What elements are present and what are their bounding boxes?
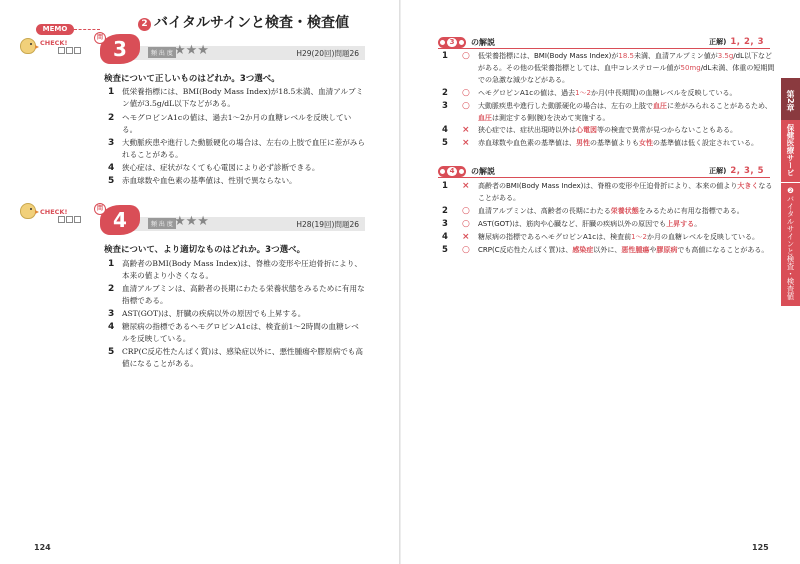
option-q3-3: 3 大動脈疾患や進行した動脈硬化の場合は、左右の上肢で血圧に差がみられることがある。: [108, 138, 365, 159]
incorrect-mark-icon: ×: [462, 138, 470, 148]
correct-mark-icon: ○: [462, 219, 470, 229]
option-q3-2: 2 ヘモグロビンA1cの値は、過去1～2か月の血糖レベルを反映している。: [108, 113, 352, 134]
correct-mark-icon: ○: [462, 88, 470, 98]
explanation-q4-4: 4 × 糖尿病の指標であるヘモグロビンA1cは、検査前1～2か月の血糖レベルを反映している。: [442, 232, 760, 242]
question-banner-3: 3 問 頻 出 度 ★★★ H29(20回)問題26: [100, 34, 365, 62]
frequency-stars: ★★★: [174, 43, 209, 58]
page-spine: [399, 0, 401, 564]
correct-answer-3: 1, 2, 3: [730, 37, 764, 47]
chapter-tab-number: 第2章: [781, 78, 800, 120]
check-boxes-q3[interactable]: [58, 47, 81, 54]
correct-mark-icon: ○: [462, 101, 470, 111]
explanation-q3-2: 2 ○ ヘモグロビンA1cの値は、過去1～2か月(中長期間)の血糖レベルを反映している。: [442, 88, 737, 98]
answer-header-3: 3 の解説 正解) 1, 2, 3: [438, 37, 770, 49]
exam-reference: H28(19回)問題26: [296, 220, 359, 229]
explanation-q4-3: 3 ○ AST(GOT)は、筋肉や心臓など、肝臓の疾病以外の原因でも上昇する。: [442, 219, 702, 229]
answer-header-4: 4 の解説 正解) 2, 3, 5: [438, 166, 770, 178]
incorrect-mark-icon: ×: [462, 232, 470, 242]
exam-reference: H29(20回)問題26: [296, 49, 359, 58]
incorrect-mark-icon: ×: [462, 181, 470, 191]
option-q4-5: 5 CRP(C反応性たんぱく質)は、感染症以外に、悪性腫瘍や膠原病でも高値になることがある。: [108, 347, 363, 368]
question-stem-4: 検査について、より適切なものはどれか。3つ選べ。: [104, 245, 306, 255]
frequency-label: 頻 出 度: [148, 218, 176, 229]
chick-mascot-icon: [20, 38, 36, 54]
correct-mark-icon: ○: [462, 245, 470, 255]
memo-dashed-line: [74, 29, 100, 30]
frequency-label: 頻 出 度: [148, 47, 176, 58]
question-stem-3: 検査について正しいものはどれか。3つ選べ。: [104, 74, 280, 84]
option-q4-2: 2 血清アルブミンは、高齢者の長期にわたる栄養状態をみるために有用な指標である。: [108, 284, 365, 305]
explanation-q3-1: 1 ○ 低栄養指標には、BMI(Body Mass Index)が18.5未満、血清アルブミン値が3.5g/dL以下などがある。その他の低栄養指標としては、血中コレステロール値が50mg/dL未満、体重の短期間での急激な減少などがある。: [442, 51, 775, 84]
frequency-stars: ★★★: [174, 214, 209, 229]
explanation-q4-1: 1 × 高齢者のBMI(Body Mass Index)は、脊椎の変形や圧迫骨折により、本来の値より大きくなることがある。: [442, 181, 773, 202]
option-q4-1: 1 高齢者のBMI(Body Mass Index)は、脊椎の変形や圧迫骨折により、本来の値より小さくなる。: [108, 259, 362, 280]
option-q3-1: 1 低栄養指標には、BMI(Body Mass Index)が18.5未満、血清アルブミン値が3.5g/dL以下などがある。: [108, 87, 364, 108]
check-boxes-q4[interactable]: [58, 216, 81, 223]
correct-mark-icon: ○: [462, 51, 470, 61]
chapter-tab-name: 保健医療サービス: [767, 124, 795, 177]
check-label-q4: CHECK!: [40, 208, 68, 216]
question-number-badge: 3: [100, 34, 140, 64]
option-q4-4: 4 糖尿病の指標であるヘモグロビンA1cは、検査前1～2時間の血糖レベルを反映している。: [108, 322, 359, 343]
chapter-tab-section: ❷バイタルサインと検査・検査値: [786, 186, 795, 300]
option-q4-3: 3 AST(GOT)は、肝臓の疾病以外の原因でも上昇する。: [108, 309, 306, 319]
section-title: 2 バイタルサインと検査・検査値: [138, 12, 349, 32]
option-q3-5: 5 赤血球数や血色素の基準値は、性別で異ならない。: [108, 176, 297, 186]
question-number-badge: 4: [100, 205, 140, 235]
page-number-left: 124: [34, 543, 51, 552]
correct-mark-icon: ○: [462, 206, 470, 216]
explanation-q3-4: 4 × 狭心症では、症状出現時以外は心電図等の検査で異常が見つからないこともある。: [442, 125, 737, 135]
explanation-q4-5: 5 ○ CRP(C反応性たんぱく質)は、感染症以外に、悪性腫瘍や膠原病でも高値になることがある。: [442, 245, 769, 255]
memo-tag: MEMO: [36, 24, 74, 35]
question-banner-4: 4 問 頻 出 度 ★★★ H28(19回)問題26: [100, 205, 365, 233]
incorrect-mark-icon: ×: [462, 125, 470, 135]
explanation-q3-5: 5 × 赤血球数や血色素の基準値は、男性の基準値よりも女性の基準値は低く設定されている。: [442, 138, 758, 148]
explanation-q4-2: 2 ○ 血清アルブミンは、高齢者の長期にわたる栄養状態をみるために有用な指標である。: [442, 206, 744, 216]
page-number-right: 125: [752, 543, 769, 552]
check-label-q3: CHECK!: [40, 39, 68, 47]
option-q3-4: 4 狭心症は、症状がなくても心電図により必ず診断できる。: [108, 163, 320, 173]
correct-answer-4: 2, 3, 5: [730, 166, 764, 176]
explanation-q3-3: 3 ○ 大動脈疾患や進行した動脈硬化の場合は、左右の上肢で血圧に差がみられることがあるため、血圧は測定する側(腕)を決めて実施する。: [442, 101, 772, 122]
chick-mascot-icon: [20, 203, 36, 219]
